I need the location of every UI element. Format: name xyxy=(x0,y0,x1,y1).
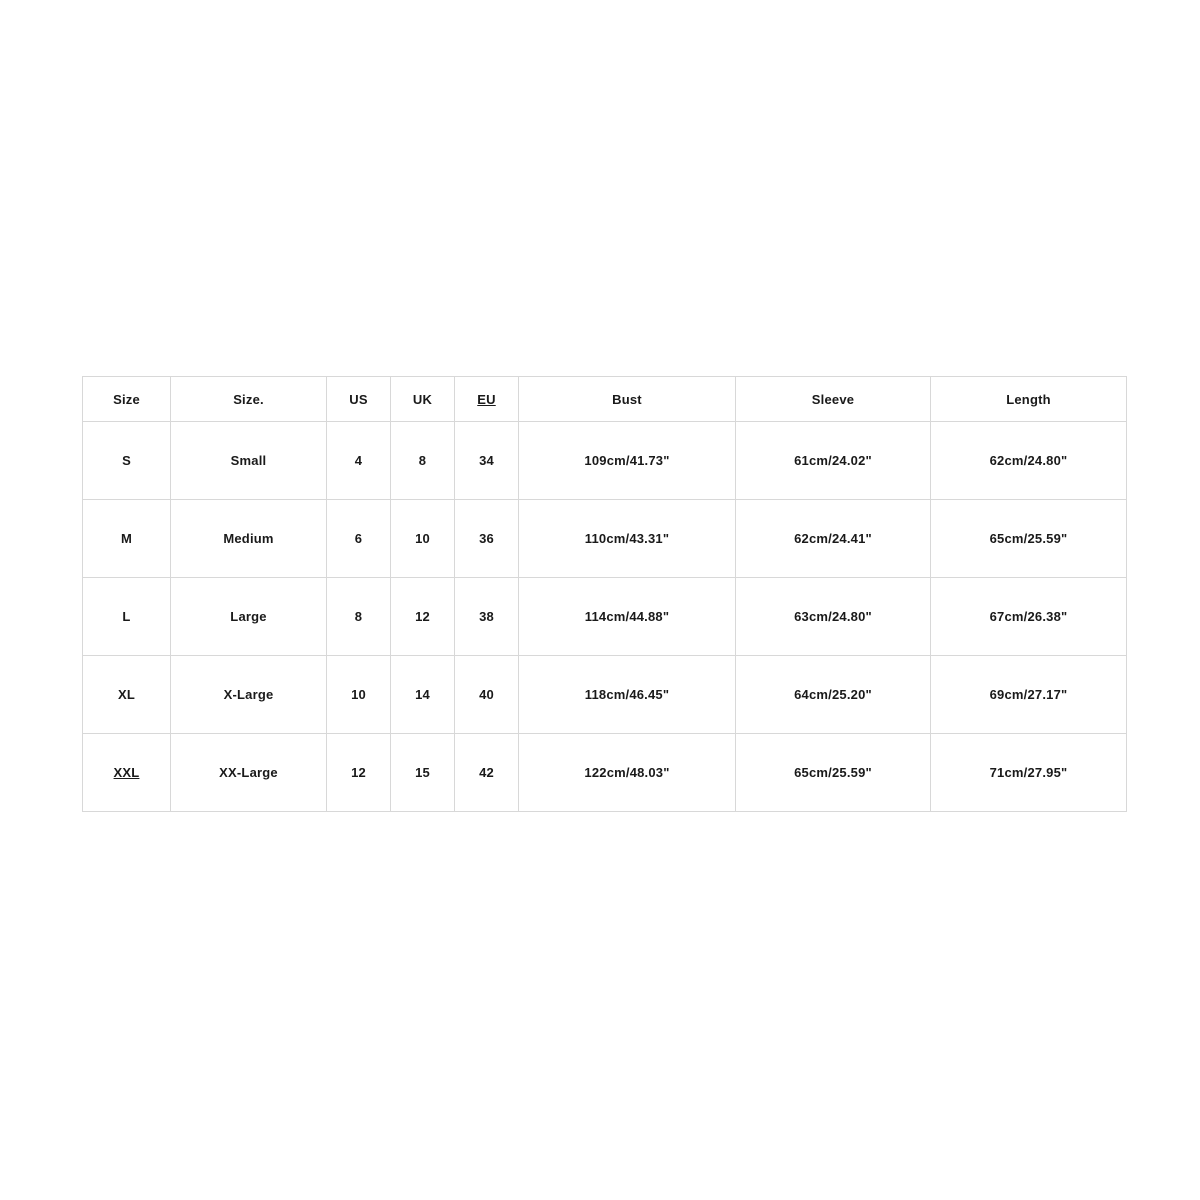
cell-size: XL xyxy=(83,656,171,734)
table-row xyxy=(83,734,1127,812)
cell-eu: 40 xyxy=(455,656,519,734)
column-header-size-name: Size. xyxy=(171,377,327,422)
column-header-sleeve: Sleeve xyxy=(736,377,931,422)
table-body xyxy=(83,422,1127,812)
column-header-size: Size xyxy=(83,377,171,422)
cell-sleeve: 61cm/24.02" xyxy=(736,422,931,500)
cell-eu: 38 xyxy=(455,578,519,656)
cell-bust: 109cm/41.73" xyxy=(519,422,736,500)
cell-size-name: Small xyxy=(171,422,327,500)
cell-size: S xyxy=(83,422,171,500)
column-header-eu xyxy=(455,377,519,422)
column-header-us: US xyxy=(327,377,391,422)
table-row xyxy=(83,578,1127,656)
cell-us: 6 xyxy=(327,500,391,578)
cell-size-name: Medium xyxy=(171,500,327,578)
cell-size: M xyxy=(83,500,171,578)
table-row xyxy=(83,500,1127,578)
cell-size-name: XX-Large xyxy=(171,734,327,812)
column-header-bust: Bust xyxy=(519,377,736,422)
cell-size-name: Large xyxy=(171,578,327,656)
cell-uk: 12 xyxy=(391,578,455,656)
size-chart-table xyxy=(82,376,1127,812)
cell-us: 4 xyxy=(327,422,391,500)
table-header xyxy=(83,377,1127,422)
cell-uk: 10 xyxy=(391,500,455,578)
cell-bust: 114cm/44.88" xyxy=(519,578,736,656)
column-header-length: Length xyxy=(931,377,1127,422)
cell-us: 12 xyxy=(327,734,391,812)
table-header-row xyxy=(83,377,1127,422)
cell-bust: 118cm/46.45" xyxy=(519,656,736,734)
cell-uk: 15 xyxy=(391,734,455,812)
cell-length: 71cm/27.95" xyxy=(931,734,1127,812)
cell-length: 67cm/26.38" xyxy=(931,578,1127,656)
cell-uk: 14 xyxy=(391,656,455,734)
cell-eu: 42 xyxy=(455,734,519,812)
cell-sleeve: 62cm/24.41" xyxy=(736,500,931,578)
cell-size xyxy=(83,734,171,812)
cell-size-label: XXL xyxy=(113,765,140,780)
cell-sleeve: 64cm/25.20" xyxy=(736,656,931,734)
cell-size-name: X-Large xyxy=(171,656,327,734)
cell-length: 69cm/27.17" xyxy=(931,656,1127,734)
cell-sleeve: 65cm/25.59" xyxy=(736,734,931,812)
cell-length: 62cm/24.80" xyxy=(931,422,1127,500)
table-row xyxy=(83,656,1127,734)
column-header-eu-label: EU xyxy=(477,391,496,407)
cell-uk: 8 xyxy=(391,422,455,500)
cell-eu: 34 xyxy=(455,422,519,500)
column-header-uk: UK xyxy=(391,377,455,422)
cell-us: 8 xyxy=(327,578,391,656)
size-chart-container xyxy=(82,376,1118,805)
cell-length: 65cm/25.59" xyxy=(931,500,1127,578)
cell-sleeve: 63cm/24.80" xyxy=(736,578,931,656)
cell-us: 10 xyxy=(327,656,391,734)
cell-size: L xyxy=(83,578,171,656)
cell-bust: 122cm/48.03" xyxy=(519,734,736,812)
cell-eu: 36 xyxy=(455,500,519,578)
cell-bust: 110cm/43.31" xyxy=(519,500,736,578)
table-row xyxy=(83,422,1127,500)
